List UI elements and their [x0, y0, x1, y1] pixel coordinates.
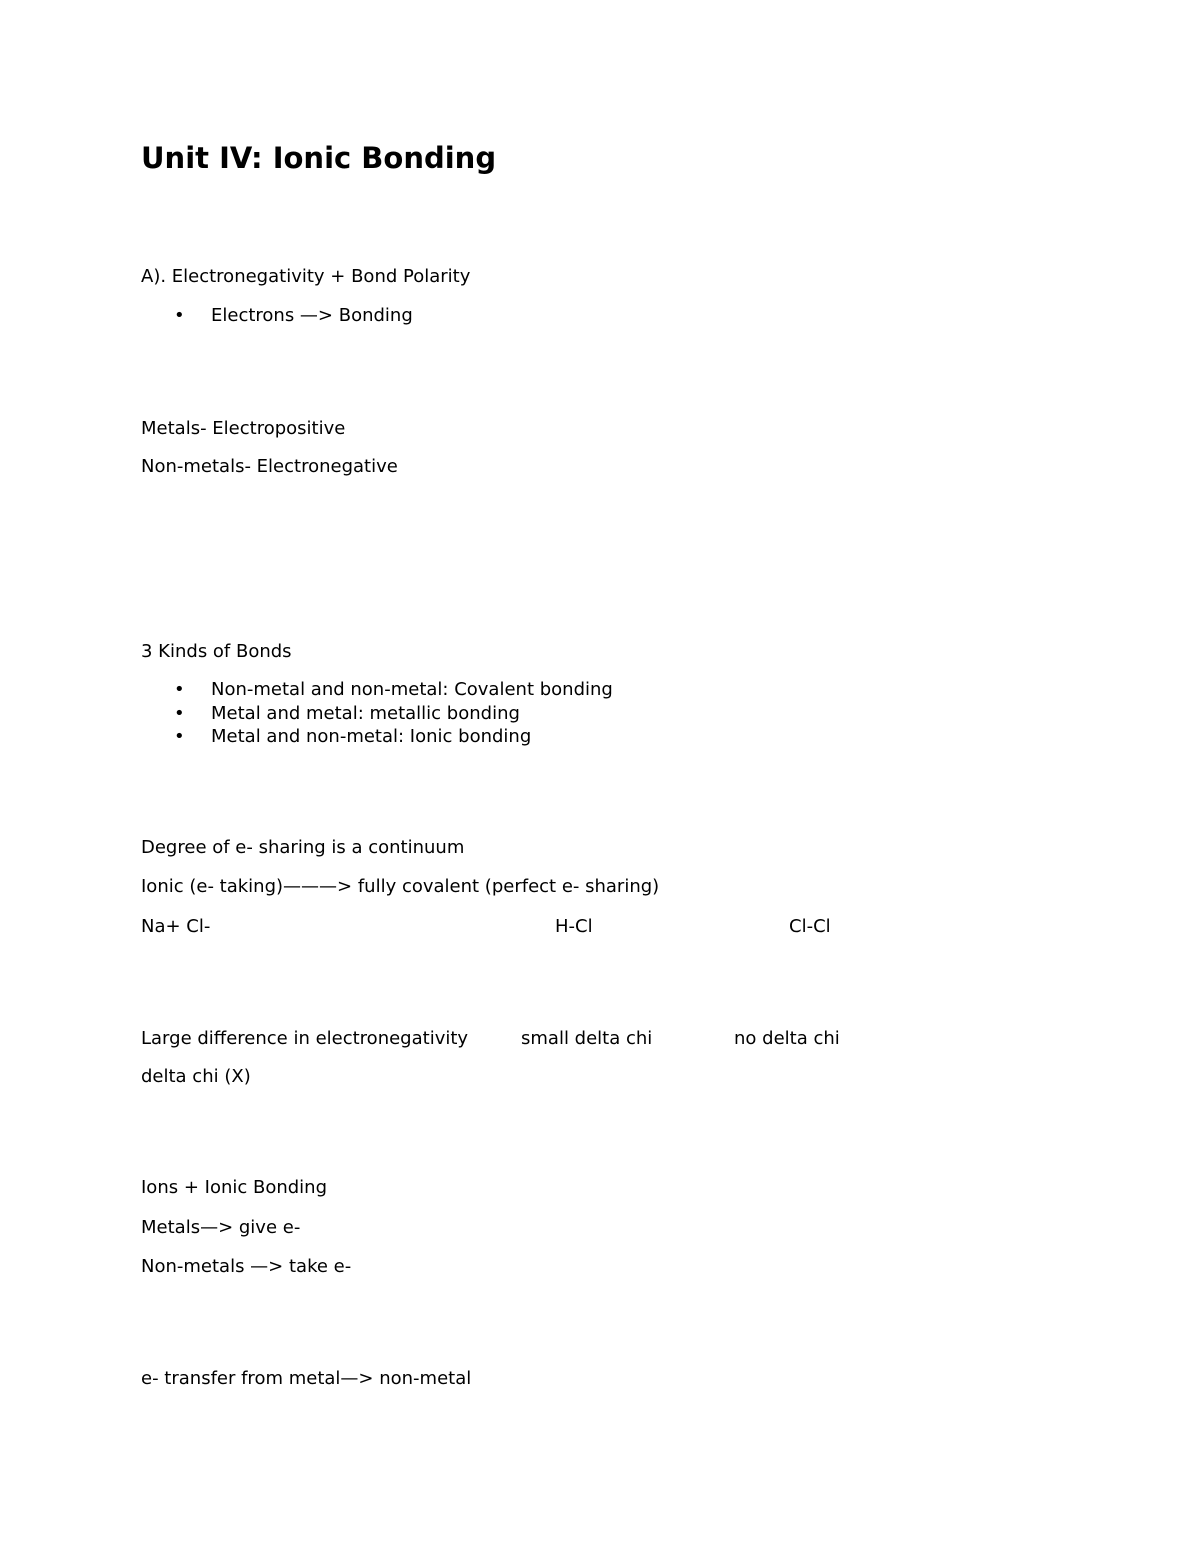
- bullet-icon: •: [174, 679, 185, 700]
- ions-heading: Ions + Ionic Bonding: [141, 1177, 328, 1198]
- kinds-heading: 3 Kinds of Bonds: [141, 641, 292, 662]
- ions-line: Metals—> give e-: [141, 1217, 301, 1238]
- bullet-icon: •: [174, 305, 185, 326]
- example-polar: H-Cl: [555, 916, 593, 937]
- metals-line: Metals- Electropositive: [141, 418, 346, 439]
- transfer-line: e- transfer from metal—> non-metal: [141, 1368, 472, 1389]
- nonmetals-line: Non-metals- Electronegative: [141, 456, 398, 477]
- list-item-text: Non-metal and non-metal: Covalent bonding: [211, 679, 613, 700]
- delta-note: delta chi (X): [141, 1066, 251, 1087]
- list-item-text: Metal and metal: metallic bonding: [211, 703, 520, 724]
- page-title: Unit IV: Ionic Bonding: [141, 141, 497, 175]
- difference-small: small delta chi: [521, 1028, 653, 1049]
- list-item-text: Metal and non-metal: Ionic bonding: [211, 726, 532, 747]
- example-ionic: Na+ Cl-: [141, 916, 211, 937]
- section-a-heading: A). Electronegativity + Bond Polarity: [141, 266, 471, 287]
- continuum-heading: Degree of e- sharing is a continuum: [141, 837, 465, 858]
- example-covalent: Cl-Cl: [789, 916, 831, 937]
- bullet-icon: •: [174, 703, 185, 724]
- difference-none: no delta chi: [734, 1028, 840, 1049]
- difference-large: Large difference in electronegativity: [141, 1028, 469, 1049]
- continuum-scale: Ionic (e- taking)———> fully covalent (perfect e- sharing): [141, 876, 660, 897]
- list-item-text: Electrons —> Bonding: [211, 305, 413, 326]
- bullet-icon: •: [174, 726, 185, 747]
- ions-line: Non-metals —> take e-: [141, 1256, 352, 1277]
